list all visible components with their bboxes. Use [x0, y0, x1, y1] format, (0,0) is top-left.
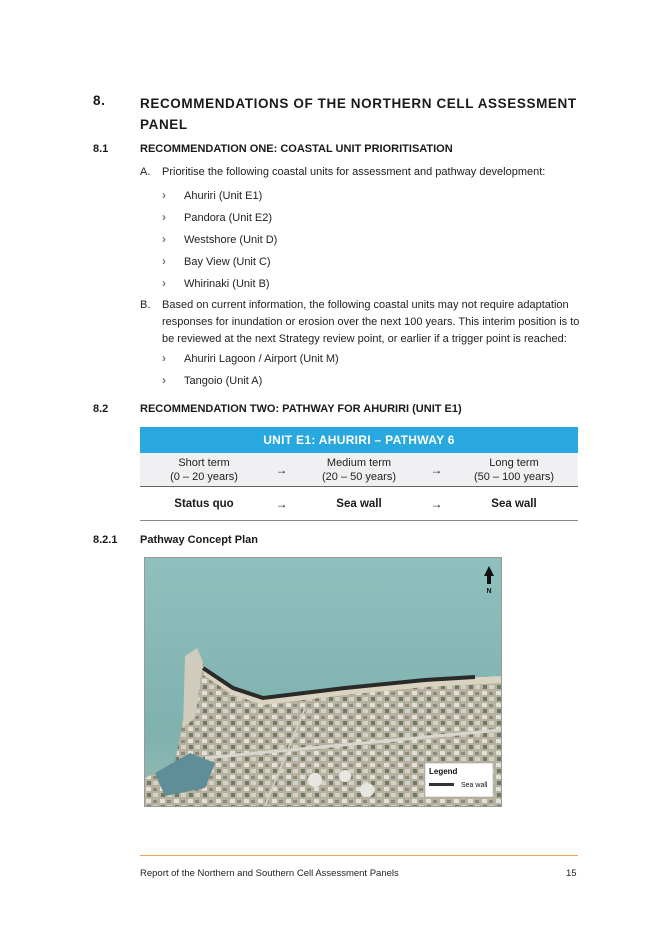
aerial-map-image	[145, 558, 501, 806]
rec1-a-text: Prioritise the following coastal units for assessment and pathway development:	[162, 166, 546, 178]
chevron-right-icon: ›	[162, 276, 166, 290]
chevron-right-icon: ›	[162, 210, 166, 224]
list-item: › Whirinaki (Unit B)	[162, 276, 270, 290]
pathway-table-header: UNIT E1: AHURIRI – PATHWAY 6	[140, 427, 578, 453]
section-title: RECOMMENDATIONS OF THE NORTHERN CELL ASSESSMENT PANEL	[140, 96, 577, 132]
list-item: › Tangoio (Unit A)	[162, 373, 263, 387]
action-cell-medium: Sea wall	[336, 497, 382, 510]
rec1-b-text: Based on current information, the following coastal units may not require adaptation responses for inundation or erosion over the next 100 years. This interim position is to be reviewed at the next Strategy review point, or earlier if a trigger point is reached:	[162, 299, 580, 345]
chevron-right-icon: ›	[162, 373, 166, 387]
arrow-right-icon: →	[275, 462, 288, 477]
concept-map	[144, 557, 502, 807]
rec1-b-letter: B.	[140, 299, 151, 311]
term-cell-long: Long term (50 – 100 years)	[473, 456, 555, 483]
north-label: N	[486, 588, 492, 595]
list-item: › Ahuriri (Unit E1)	[162, 188, 263, 202]
map-legend	[425, 763, 493, 797]
footer-divider	[140, 855, 578, 856]
list-item: › Pandora (Unit E2)	[162, 210, 273, 224]
pathway-table	[140, 427, 578, 521]
legend-item: Sea wall	[461, 782, 488, 789]
list-item: › Bay View (Unit C)	[162, 254, 271, 268]
term-cell-medium: Medium term (20 – 50 years)	[322, 456, 396, 483]
rec1-title: RECOMMENDATION ONE: COASTAL UNIT PRIORITISATION	[140, 143, 453, 155]
arrow-right-icon: →	[430, 496, 443, 511]
rec1-a-letter: A.	[140, 166, 151, 178]
footer-text: Report of the Northern and Southern Cell Assessment Panels	[140, 868, 399, 879]
legend-title: Legend	[429, 767, 458, 776]
term-cell-short: Short term (0 – 20 years)	[170, 456, 238, 483]
sea-wall-swatch	[429, 783, 454, 786]
action-cell-long: Sea wall	[491, 497, 537, 510]
action-cell-short: Status quo	[174, 497, 234, 510]
list-item: › Ahuriri Lagoon / Airport (Unit M)	[162, 351, 339, 365]
chevron-right-icon: ›	[162, 254, 166, 268]
chevron-right-icon: ›	[162, 351, 166, 365]
table-row	[140, 453, 578, 487]
table-row	[140, 487, 578, 521]
rec2-number: 8.2	[93, 403, 109, 415]
chevron-right-icon: ›	[162, 188, 166, 202]
concept-title: Pathway Concept Plan	[140, 534, 258, 546]
section-number: 8.	[93, 93, 106, 108]
page-number: 15	[566, 868, 577, 879]
rec1-number: 8.1	[93, 143, 109, 155]
arrow-right-icon: →	[430, 462, 443, 477]
concept-number: 8.2.1	[93, 534, 118, 546]
list-item: › Westshore (Unit D)	[162, 232, 278, 246]
rec2-title: RECOMMENDATION TWO: PATHWAY FOR AHURIRI (UNIT E1)	[140, 403, 462, 415]
chevron-right-icon: ›	[162, 232, 166, 246]
arrow-right-icon: →	[275, 496, 288, 511]
